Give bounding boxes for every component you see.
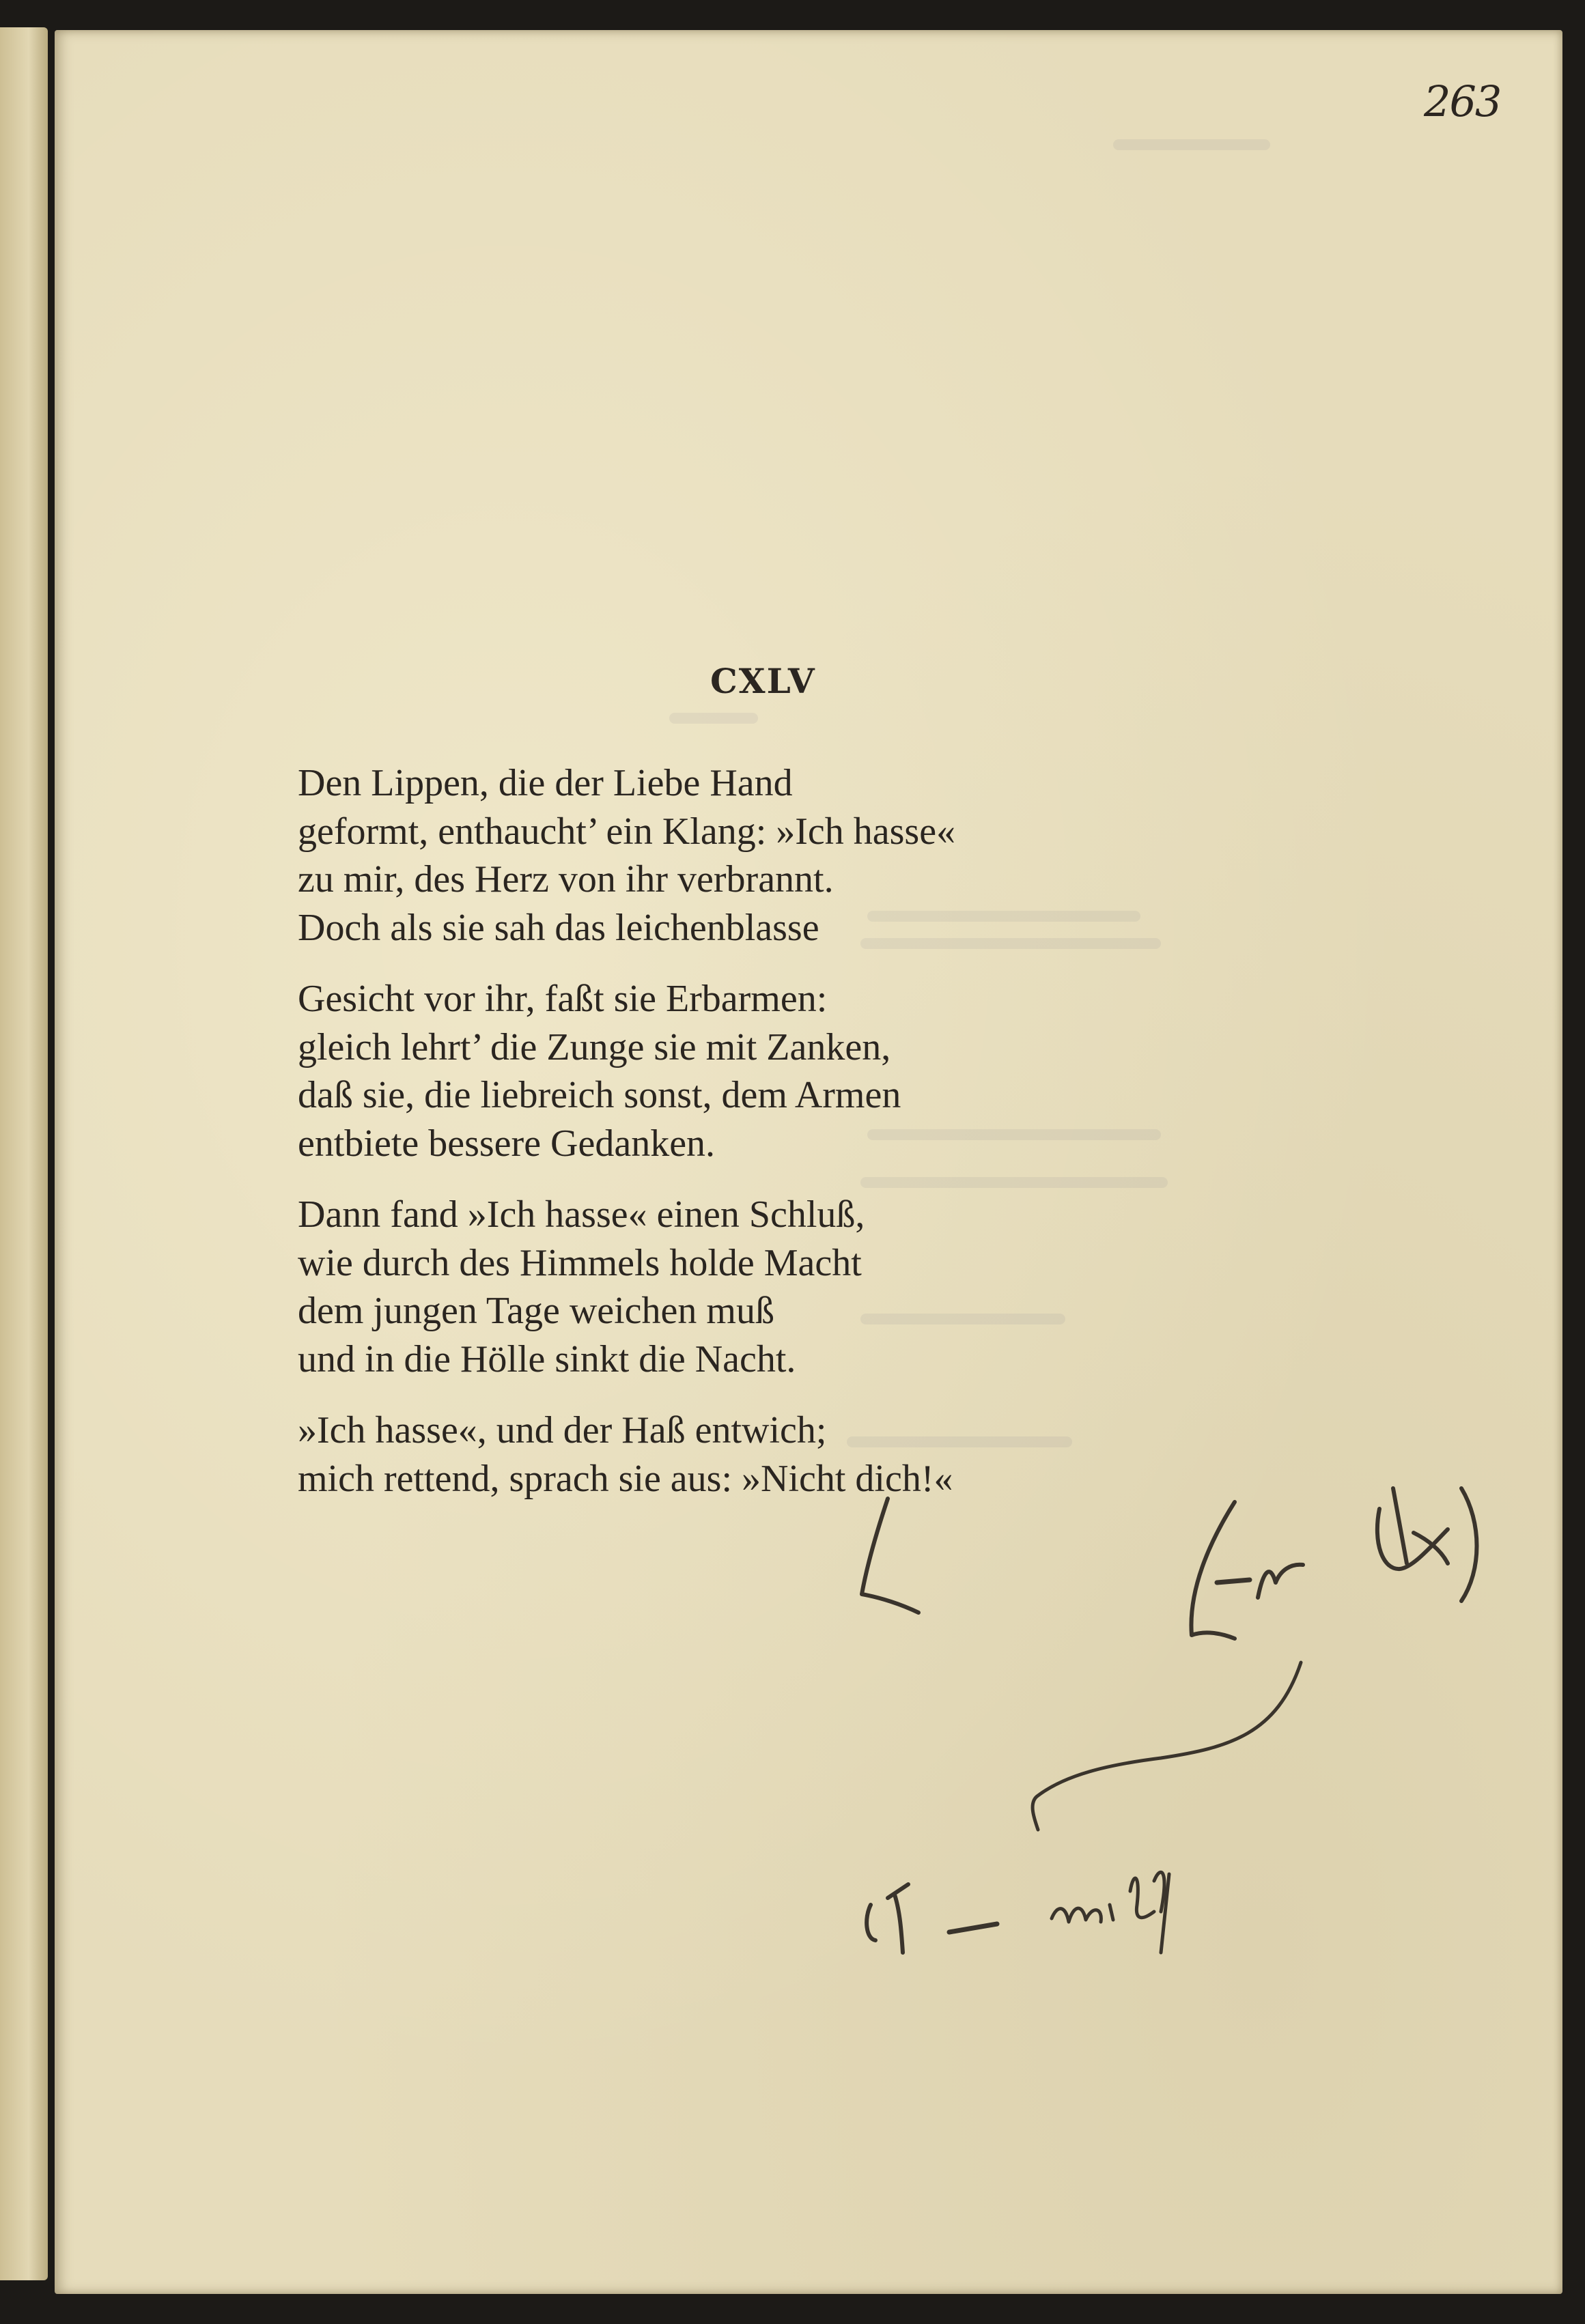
stanza xyxy=(298,975,1145,1167)
page-number: 263 xyxy=(1424,76,1501,126)
verse-line: mich rettend, sprach sie aus: »Nicht dich!« xyxy=(298,1457,953,1500)
verse-line: Doch als sie sah das leichenblasse xyxy=(298,906,819,949)
bleed-through-line xyxy=(1113,139,1270,150)
poem-number: CXLV xyxy=(710,661,816,701)
verse-line: Dann fand »Ich hasse« einen Schluß, xyxy=(298,1193,865,1236)
verse-line: zu mir, des Herz von ihr verbrannt. xyxy=(298,858,834,901)
verse-line: »Ich hasse«, und der Haß entwich; xyxy=(298,1409,827,1451)
verse-line: daß sie, die liebreich sonst, dem Armen xyxy=(298,1074,901,1116)
stanza xyxy=(298,1191,1145,1383)
facing-page-edge xyxy=(0,27,48,2280)
verse-line: und in die Hölle sinkt die Nacht. xyxy=(298,1337,796,1380)
poem-text xyxy=(298,759,1145,1526)
stanza xyxy=(298,1406,1145,1503)
verse-line: entbiete bessere Gedanken. xyxy=(298,1122,716,1165)
verse-line: dem jungen Tage weichen muß xyxy=(298,1290,774,1332)
verse-line: Gesicht vor ihr, faßt sie Erbarmen: xyxy=(298,978,828,1020)
verse-line: wie durch des Himmels holde Macht xyxy=(298,1241,862,1284)
bleed-through-line xyxy=(669,713,758,724)
verse-line: gleich lehrt’ die Zunge sie mit Zanken, xyxy=(298,1025,891,1068)
verse-line: geformt, enthaucht’ ein Klang: »Ich hasse« xyxy=(298,810,956,853)
verse-line: Den Lippen, die der Liebe Hand xyxy=(298,762,793,804)
stanza xyxy=(298,759,1145,952)
